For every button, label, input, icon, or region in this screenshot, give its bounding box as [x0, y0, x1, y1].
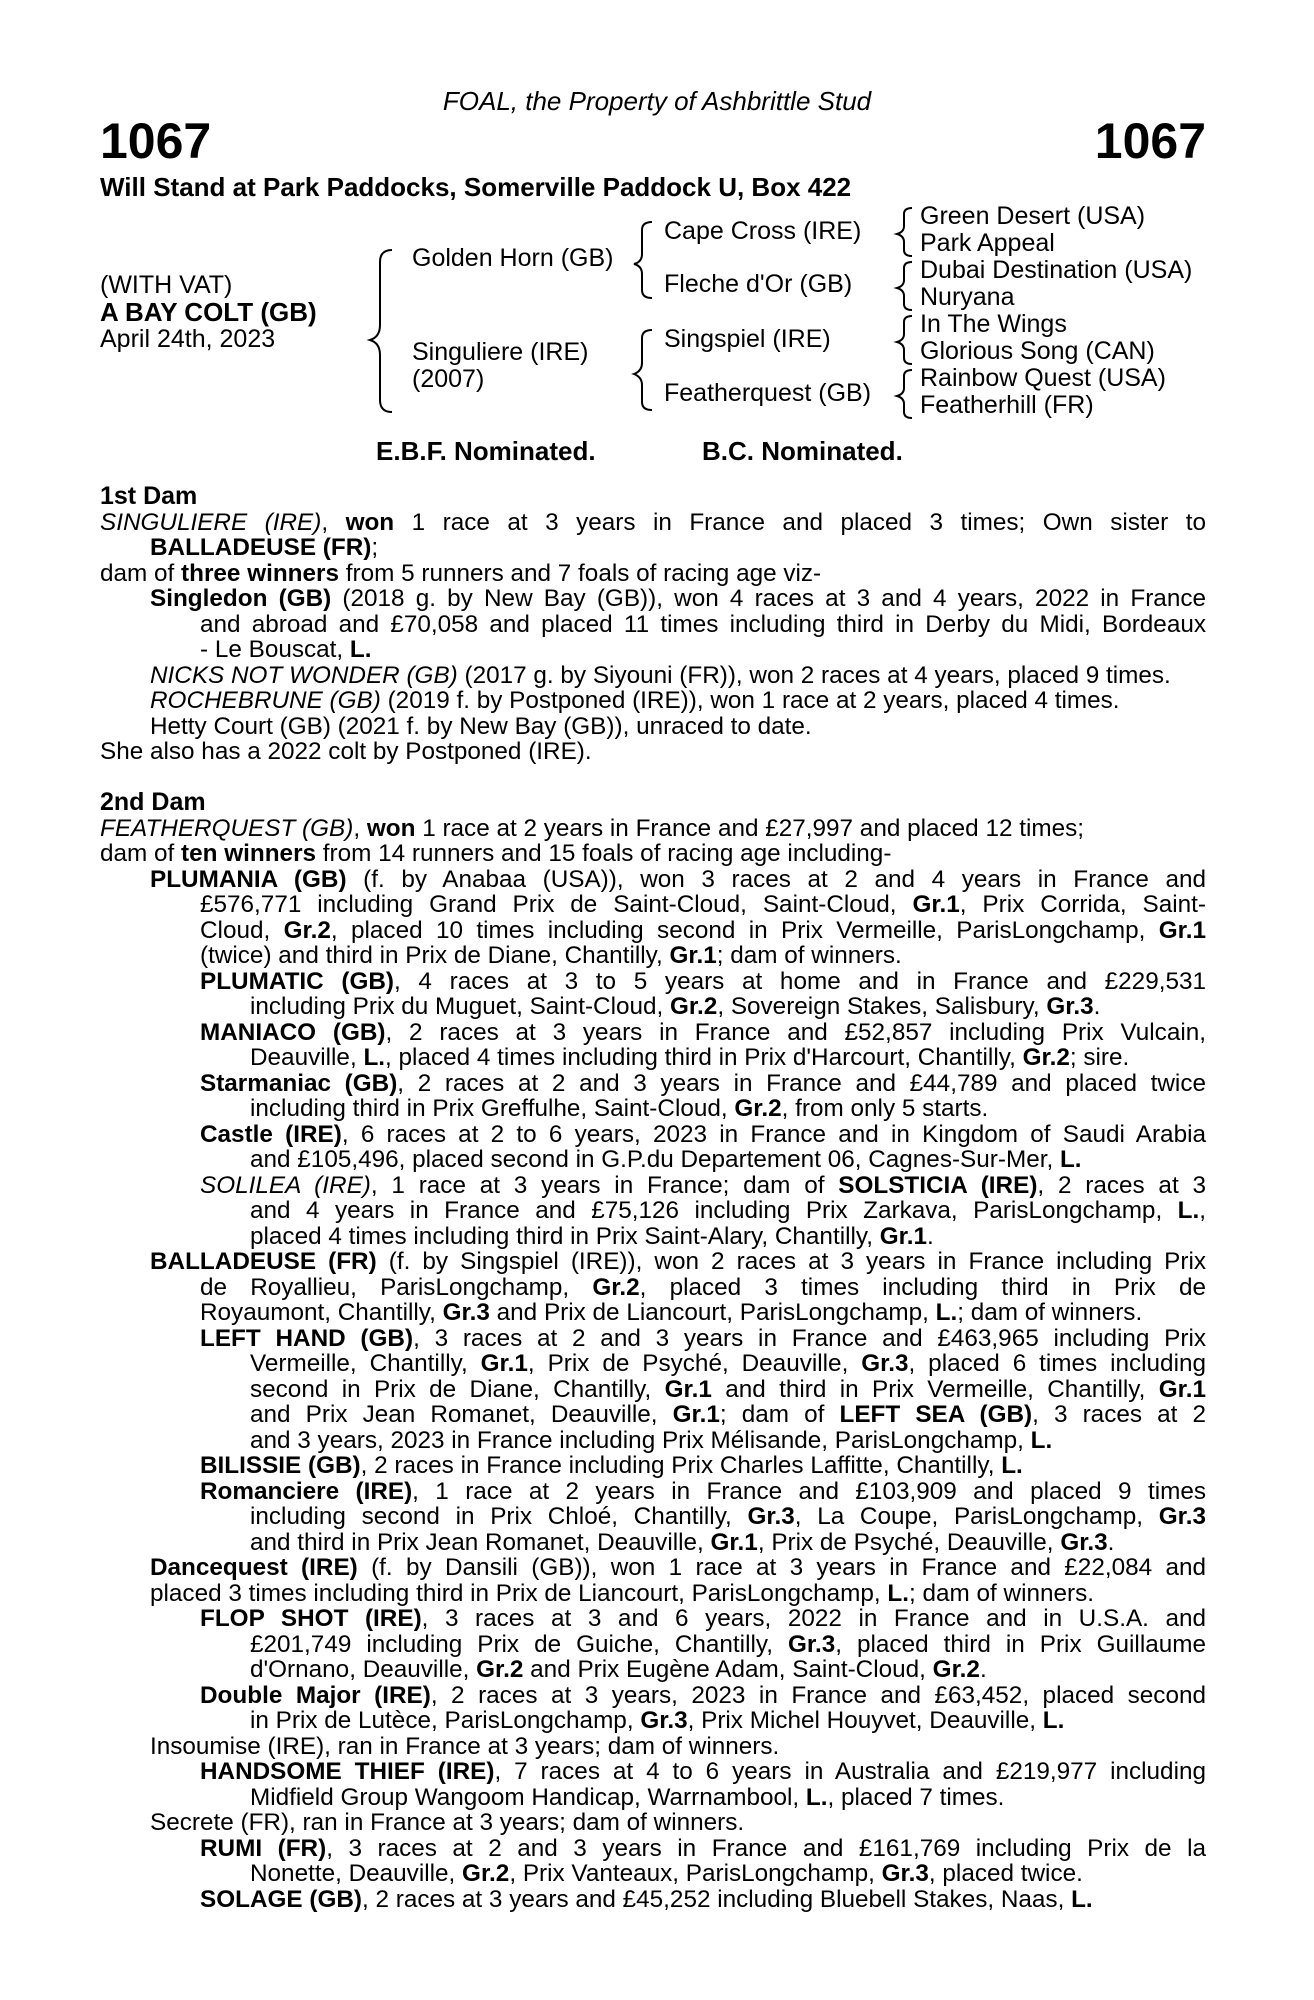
- ebf-nomination: E.B.F. Nominated.: [376, 436, 596, 466]
- text-run: Gr.2: [670, 993, 718, 1020]
- second-dam-line: [100, 1275, 1206, 1301]
- grandparent-6: Glorious Song (CAN): [920, 337, 1155, 365]
- text-run: Royaumont, Chantilly,: [200, 1299, 443, 1326]
- text-run: .: [1107, 1528, 1115, 1556]
- grandparent-7: Rainbow Quest (USA): [920, 364, 1166, 392]
- text-run: including third in Prix Greffulhe, Saint-Cloud,: [250, 1095, 735, 1122]
- second-dam-line: [100, 1096, 1206, 1122]
- grandparent-2: Park Appeal: [920, 229, 1055, 257]
- text-run: and third in Prix Jean Romanet, Deauville,: [250, 1528, 711, 1556]
- text-run: , 2 races in France including Prix Charles Laffitte, Chantilly,: [360, 1452, 1002, 1479]
- text-run: , 2 races at 3 years, 2023 in France and £63,452, placed second: [430, 1681, 1206, 1709]
- text-run: FLOP SHOT (IRE): [200, 1605, 422, 1632]
- text-run: won: [345, 508, 395, 536]
- text-run: L.: [1030, 1426, 1053, 1454]
- text-run: de Royallieu, ParisLongchamp,: [200, 1273, 593, 1301]
- text-run: 1 race at 2 years in France and £27,997 and placed 12 times;: [415, 814, 1085, 842]
- text-run: Gr.3: [1046, 993, 1094, 1020]
- second-dam-line: [100, 1581, 1206, 1607]
- first-dam-line: [100, 714, 1206, 740]
- second-dam-line: [100, 943, 1206, 969]
- first-dam-line: [100, 510, 1206, 536]
- text-run: Gr.3: [787, 1630, 836, 1658]
- text-run: , placed 10 times including second in Prix Vermeille, ParisLongchamp,: [330, 916, 1159, 944]
- text-run: .: [927, 1222, 934, 1250]
- second-dam-line: [100, 1453, 1206, 1479]
- text-run: .: [1093, 993, 1101, 1020]
- text-run: Cloud,: [200, 916, 284, 944]
- text-run: SINGULIERE (IRE): [100, 508, 322, 536]
- second-dam-line: [100, 1759, 1206, 1785]
- dam-sire: Singspiel (IRE): [664, 325, 831, 353]
- text-run: L.: [363, 1044, 386, 1071]
- second-dam-line: [100, 1836, 1206, 1862]
- text-run: Insoumise (IRE), ran in France at 3 years; dam of winners.: [150, 1732, 780, 1760]
- text-run: from 5 runners and 7 foals of racing age viz-: [339, 559, 822, 587]
- text-run: L.: [1001, 1452, 1023, 1479]
- second-dam-line: [100, 1147, 1206, 1173]
- first-dam-line: [100, 739, 1206, 765]
- text-run: - Le Bouscat,: [200, 636, 350, 663]
- text-run: Dancequest (IRE): [150, 1554, 358, 1581]
- text-run: , 1 race at 3 years in France; dam of: [370, 1171, 839, 1199]
- text-run: LEFT HAND (GB): [200, 1324, 414, 1352]
- text-run: Gr.2: [476, 1656, 524, 1683]
- text-run: including Prix du Muguet, Saint-Cloud,: [250, 993, 671, 1020]
- second-dam-line: [100, 1683, 1206, 1709]
- text-run: , 4 races at 3 to 5 years at home and in France and £229,531: [394, 967, 1206, 995]
- second-dam-line: [100, 1606, 1206, 1632]
- text-run: Gr.1: [710, 1528, 758, 1556]
- second-dam-line: [100, 1045, 1206, 1071]
- text-run: three winners: [181, 559, 340, 587]
- text-run: in Prix de Lutèce, ParisLongchamp,: [250, 1707, 641, 1734]
- text-run: (twice) and third in Prix de Diane, Chantilly,: [200, 942, 670, 969]
- text-run: Gr.3: [640, 1707, 688, 1734]
- second-dam-heading: 2nd Dam: [100, 788, 206, 816]
- text-run: Gr.3: [747, 1503, 795, 1530]
- second-dam-line: [100, 1861, 1206, 1887]
- text-run: Hetty Court (GB) (2021 f. by New Bay (GB)), unraced to date.: [150, 712, 812, 740]
- text-run: FEATHERQUEST (GB): [100, 814, 354, 842]
- text-run: L.: [805, 1783, 828, 1811]
- second-dam-line: [100, 1785, 1206, 1811]
- first-dam-line: [100, 688, 1206, 714]
- dam-year: (2007): [412, 365, 485, 393]
- text-run: dam of: [100, 840, 182, 867]
- text-run: Gr.2: [932, 1656, 980, 1683]
- text-run: L.: [349, 636, 372, 663]
- text-run: won: [366, 814, 416, 842]
- second-dam-line: [100, 1530, 1206, 1556]
- first-dam-line: [100, 561, 1206, 587]
- text-run: ,: [353, 814, 367, 842]
- horse-dob: April 24th, 2023: [100, 325, 276, 353]
- text-run: (f. by Singspiel (IRE)), won 2 races at 3 years in France including Prix: [376, 1248, 1207, 1275]
- text-run: Starmaniac (GB): [200, 1069, 398, 1097]
- consignor-title: FOAL, the Property of Ashbrittle Stud: [442, 86, 872, 116]
- text-run: Double Major (IRE): [200, 1681, 431, 1709]
- text-run: MANIACO (GB): [200, 1018, 386, 1046]
- text-run: , 3 races at 3 and 6 years, 2022 in France and in U.S.A. and: [421, 1605, 1206, 1632]
- text-run: dam of: [100, 559, 182, 587]
- horse-name: A BAY COLT (GB): [100, 297, 317, 327]
- first-dam-section: [100, 484, 1206, 765]
- text-run: (f. by Anabaa (USA)), won 3 races at 2 and 4 years in France and: [346, 865, 1206, 893]
- second-dam-section: [100, 790, 1206, 1912]
- first-dam-body: [100, 510, 1206, 765]
- second-dam-line: [100, 1224, 1206, 1250]
- bc-nomination: B.C. Nominated.: [702, 436, 903, 466]
- text-run: and Prix Eugène Adam, Saint-Cloud,: [523, 1656, 933, 1683]
- text-run: placed 4 times including third in Prix Saint-Alary, Chantilly,: [250, 1222, 880, 1250]
- text-run: ; dam of winners.: [957, 1299, 1143, 1326]
- text-run: and £105,496, placed second in G.P.du Departement 06, Cagnes-Sur-Mer,: [250, 1146, 1060, 1173]
- text-run: , Prix Vanteaux, ParisLongchamp,: [509, 1860, 882, 1887]
- text-run: Romanciere (IRE): [200, 1477, 413, 1505]
- text-run: L.: [887, 1579, 909, 1607]
- first-dam-line: [100, 612, 1206, 638]
- text-run: (2018 g. by New Bay (GB)), won 4 races at 3 and 4 years, 2022 in France: [331, 585, 1206, 612]
- text-run: Gr.3: [861, 1350, 909, 1377]
- text-run: £201,749 including Prix de Guiche, Chantilly,: [250, 1630, 788, 1658]
- text-run: SOLILEA (IRE): [200, 1171, 371, 1199]
- text-run: from 14 runners and 15 foals of racing age including-: [316, 840, 892, 867]
- text-run: ; dam of winners.: [716, 942, 902, 969]
- text-run: Gr.2: [1022, 1044, 1070, 1071]
- text-run: ; sire.: [1069, 1044, 1130, 1071]
- second-dam-line: [100, 918, 1206, 944]
- second-dam-line: [100, 1377, 1206, 1403]
- text-run: , Sovereign Stakes, Salisbury,: [717, 993, 1047, 1020]
- second-dam-line: [100, 1555, 1206, 1581]
- text-run: and abroad and £70,058 and placed 11 times including third in Derby du Midi, Bordeaux: [200, 610, 1206, 638]
- text-run: , 2 races at 2 and 3 years in France and £44,789 and placed twice: [397, 1069, 1206, 1097]
- text-run: L.: [1071, 1885, 1093, 1913]
- text-run: Singledon (GB): [150, 585, 332, 612]
- text-run: Gr.2: [734, 1095, 782, 1122]
- lot-number-right: 1067: [1094, 113, 1206, 169]
- text-run: NICKS NOT WONDER (GB): [150, 661, 458, 689]
- text-run: ; dam of: [719, 1401, 840, 1428]
- second-dam-line: [100, 1504, 1206, 1530]
- second-dam-line: [100, 867, 1206, 893]
- text-run: , from only 5 starts.: [781, 1095, 989, 1122]
- second-dam-line: [100, 1402, 1206, 1428]
- text-run: , 2 races at 3 years in France and £52,857 including Prix Vulcain,: [385, 1018, 1207, 1046]
- text-run: , placed 3 times including third in Prix de: [639, 1273, 1206, 1301]
- text-run: , Prix de Psyché, Deauville,: [527, 1350, 862, 1377]
- text-run: Gr.1: [912, 891, 960, 918]
- text-run: Gr.2: [283, 916, 331, 944]
- second-dam-line: [100, 1734, 1206, 1760]
- first-dam-line: [100, 535, 1206, 561]
- second-dam-line: [100, 969, 1206, 995]
- second-dam-line: [100, 1351, 1206, 1377]
- text-run: Gr.2: [592, 1273, 640, 1301]
- text-run: second in Prix de Diane, Chantilly,: [250, 1375, 665, 1403]
- sire-sire: Cape Cross (IRE): [664, 217, 862, 245]
- text-run: SOLAGE (GB): [200, 1885, 362, 1913]
- second-dam-line: [100, 1300, 1206, 1326]
- text-run: and Prix Jean Romanet, Deauville,: [250, 1401, 673, 1428]
- text-run: BALLADEUSE (FR): [150, 534, 372, 561]
- lot-number-left: 1067: [100, 113, 212, 169]
- text-run: d'Ornano, Deauville,: [250, 1656, 477, 1683]
- second-dam-line: [100, 994, 1206, 1020]
- text-run: LEFT SEA (GB): [839, 1401, 1033, 1428]
- text-run: Gr.1: [480, 1350, 528, 1377]
- text-run: Midfield Group Wangoom Handicap, Warrnambool,: [250, 1783, 806, 1811]
- text-run: Gr.1: [672, 1401, 720, 1428]
- text-run: Gr.1: [1158, 1375, 1206, 1403]
- text-run: , Prix Michel Houyvet, Deauville,: [687, 1707, 1043, 1734]
- text-run: Gr.1: [664, 1375, 712, 1403]
- text-run: , placed 7 times.: [827, 1783, 1005, 1811]
- text-run: 1 race at 3 years in France and placed 3 times; Own sister to: [394, 508, 1206, 536]
- text-run: L.: [1042, 1707, 1065, 1734]
- second-dam-line: [100, 1173, 1206, 1199]
- text-run: , Prix de Psyché, Deauville,: [757, 1528, 1061, 1556]
- second-dam-line: [100, 1020, 1206, 1046]
- text-run: and Prix de Liancourt, ParisLongchamp,: [489, 1299, 936, 1326]
- text-run: , 1 race at 2 years in France and £103,909 and placed 9 times: [412, 1477, 1206, 1505]
- text-run: (f. by Dansili (GB)), won 1 race at 3 years in France and £22,084 and: [357, 1554, 1206, 1581]
- second-dam-line: [100, 1198, 1206, 1224]
- dam-dam: Featherquest (GB): [664, 379, 872, 407]
- second-dam-line: [100, 1657, 1206, 1683]
- text-run: ,: [1199, 1197, 1206, 1224]
- text-run: , placed twice.: [928, 1860, 1083, 1887]
- text-run: ,: [321, 508, 346, 536]
- text-run: , La Coupe, ParisLongchamp,: [794, 1503, 1159, 1530]
- text-run: PLUMANIA (GB): [150, 865, 347, 893]
- text-run: , 6 races at 2 to 6 years, 2023 in France and in Kingdom of Saudi Arabia: [341, 1120, 1206, 1148]
- vat-note: (WITH VAT): [100, 271, 233, 299]
- text-run: (2019 f. by Postponed (IRE)), won 1 race at 2 years, placed 4 times.: [380, 687, 1120, 714]
- first-dam-line: [100, 663, 1206, 689]
- text-run: Gr.1: [1158, 916, 1207, 944]
- text-run: ; dam of winners.: [909, 1579, 1095, 1607]
- text-run: , placed 6 times including: [908, 1350, 1206, 1377]
- stabling-location: Will Stand at Park Paddocks, Somerville Paddock U, Box 422: [100, 172, 852, 202]
- text-run: SOLSTICIA (IRE): [838, 1171, 1038, 1199]
- text-run: HANDSOME THIEF (IRE): [200, 1758, 495, 1785]
- text-run: L.: [935, 1299, 958, 1326]
- second-dam-line: [100, 841, 1206, 867]
- second-dam-line: [100, 1810, 1206, 1836]
- text-run: Gr.1: [879, 1222, 928, 1250]
- text-run: (2017 g. by Siyouni (FR)), won 2 races at 4 years, placed 9 times.: [457, 661, 1171, 689]
- second-dam-line: [100, 816, 1206, 842]
- second-dam-line: [100, 1071, 1206, 1097]
- text-run: placed 3 times including third in Prix de Liancourt, ParisLongchamp,: [150, 1579, 888, 1607]
- grandparent-3: Dubai Destination (USA): [920, 256, 1193, 284]
- first-dam-heading: 1st Dam: [100, 482, 198, 510]
- second-dam-line: [100, 1708, 1206, 1734]
- text-run: Castle (IRE): [200, 1120, 342, 1148]
- text-run: ;: [371, 534, 379, 561]
- text-run: Gr.3: [1060, 1528, 1108, 1556]
- sire-name: Golden Horn (GB): [412, 244, 614, 272]
- text-run: , 2 races at 3: [1037, 1171, 1206, 1199]
- text-run: Gr.1: [669, 942, 717, 969]
- text-run: ROCHEBRUNE (GB): [150, 687, 381, 714]
- dam-name: Singuliere (IRE): [412, 338, 589, 366]
- text-run: Gr.2: [462, 1860, 510, 1887]
- text-run: Vermeille, Chantilly,: [250, 1350, 481, 1377]
- text-run: Gr.3: [1158, 1503, 1206, 1530]
- text-run: Gr.3: [442, 1299, 490, 1326]
- text-run: L.: [1059, 1146, 1082, 1173]
- first-dam-line: [100, 586, 1206, 612]
- second-dam-line: [100, 1428, 1206, 1454]
- text-run: .: [979, 1656, 987, 1683]
- text-run: Nonette, Deauville,: [250, 1860, 463, 1887]
- text-run: , 3 races at 2 and 3 years in France and £161,769 including Prix de la: [326, 1834, 1206, 1862]
- text-run: £576,771 including Grand Prix de Saint-Cloud, Saint-Cloud,: [200, 891, 913, 918]
- second-dam-line: [100, 892, 1206, 918]
- text-run: and 4 years in France and £75,126 including Prix Zarkava, ParisLongchamp,: [250, 1197, 1178, 1224]
- text-run: Gr.3: [881, 1860, 929, 1887]
- text-run: , placed third in Prix Guillaume: [835, 1630, 1206, 1658]
- text-run: ten winners: [181, 840, 317, 867]
- text-run: including second in Prix Chloé, Chantilly,: [250, 1503, 748, 1530]
- second-dam-line: [100, 1479, 1206, 1505]
- text-run: , 7 races at 4 to 6 years in Australia and £219,977 including: [494, 1758, 1206, 1785]
- text-run: , 2 races at 3 years and £45,252 including Bluebell Stakes, Naas,: [361, 1885, 1072, 1913]
- grandparent-1: Green Desert (USA): [920, 202, 1146, 230]
- sire-dam: Fleche d'Or (GB): [664, 270, 853, 298]
- first-dam-line: [100, 637, 1206, 663]
- text-run: BALLADEUSE (FR): [150, 1248, 377, 1275]
- second-dam-line: [100, 1249, 1206, 1275]
- second-dam-line: [100, 1326, 1206, 1352]
- text-run: Secrete (FR), ran in France at 3 years; dam of winners.: [150, 1809, 745, 1836]
- text-run: and third in Prix Vermeille, Chantilly,: [711, 1375, 1159, 1403]
- second-dam-body: [100, 816, 1206, 1913]
- text-run: PLUMATIC (GB): [200, 967, 395, 995]
- text-run: She also has a 2022 colt by Postponed (IRE).: [100, 738, 592, 765]
- text-run: Deauville,: [250, 1044, 364, 1071]
- text-run: , 3 races at 2: [1032, 1401, 1206, 1428]
- text-run: BILISSIE (GB): [200, 1452, 361, 1479]
- grandparent-5: In The Wings: [920, 310, 1067, 338]
- text-run: RUMI (FR): [200, 1834, 327, 1862]
- text-run: and 3 years, 2023 in France including Prix Mélisande, ParisLongchamp,: [250, 1426, 1031, 1454]
- second-dam-line: [100, 1632, 1206, 1658]
- grandparent-4: Nuryana: [920, 283, 1015, 311]
- second-dam-line: [100, 1122, 1206, 1148]
- text-run: , 3 races at 2 and 3 years in France and £463,965 including Prix: [413, 1324, 1206, 1352]
- text-run: , placed 4 times including third in Prix d'Harcourt, Chantilly,: [385, 1044, 1023, 1071]
- text-run: , Prix Corrida, Saint-: [959, 891, 1206, 918]
- grandparent-8: Featherhill (FR): [920, 391, 1094, 419]
- second-dam-line: [100, 1887, 1206, 1913]
- text-run: L.: [1177, 1197, 1200, 1224]
